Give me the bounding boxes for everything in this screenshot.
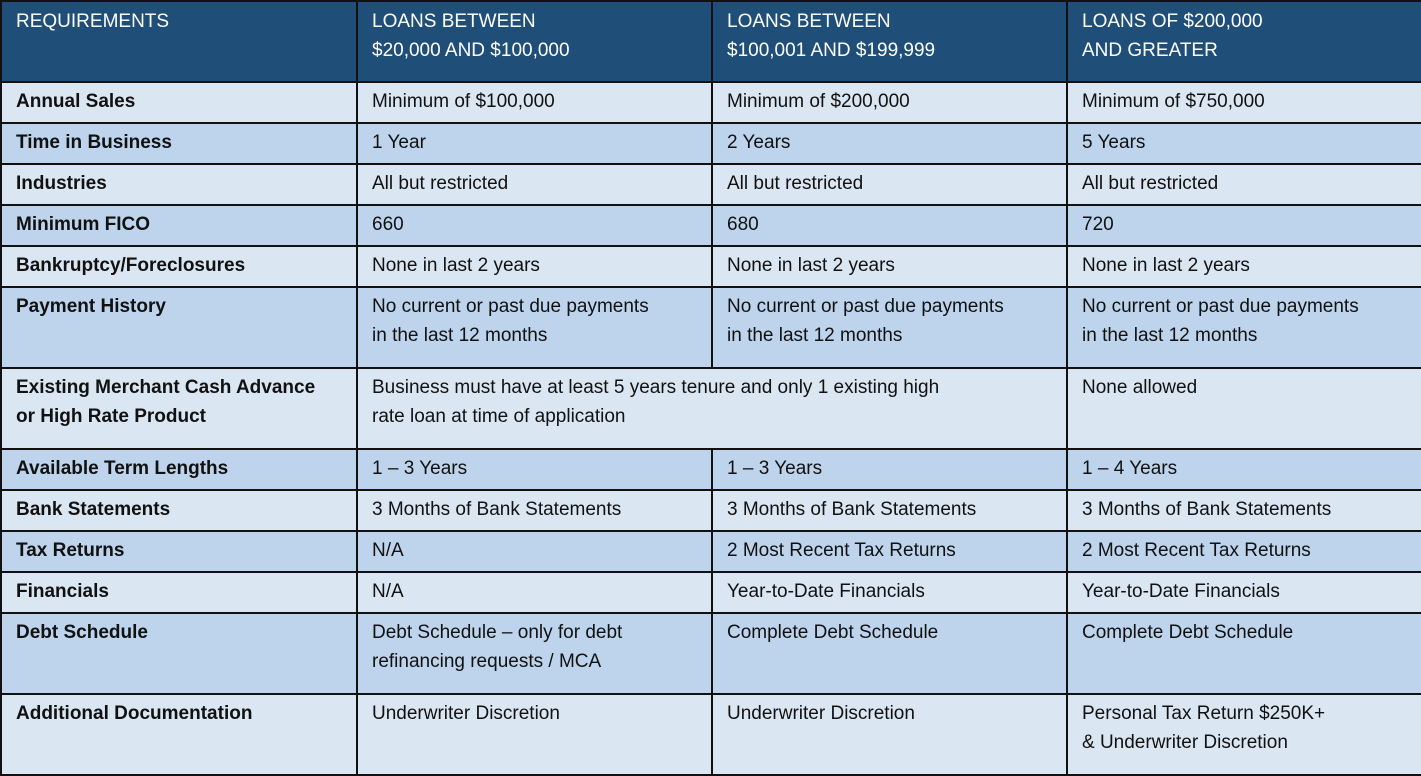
tier3-cell: No current or past due payments in the last 12 months [1067,287,1421,368]
tier3-cell: 1 – 4 Years [1067,449,1421,490]
row-term-lengths [1,449,1421,490]
requirements-header: REQUIREMENTS [1,1,357,82]
tier1-cell: No current or past due payments in the last 12 months [357,287,712,368]
tier2-cell: No current or past due payments in the last 12 months [712,287,1067,368]
tier1-header-line1: LOANS BETWEEN [372,11,536,32]
row-tax-returns [1,531,1421,572]
tier1-cell: Underwriter Discretion [357,694,712,775]
row-debt-schedule [1,613,1421,694]
tier2-cell: None in last 2 years [712,246,1067,287]
row-label: Available Term Lengths [1,449,357,490]
row-label: Annual Sales [1,82,357,123]
tier3-cell: 2 Most Recent Tax Returns [1067,531,1421,572]
tier3-cell: 5 Years [1067,123,1421,164]
tier1-cell: Debt Schedule – only for debt refinancing requests / MCA [357,613,712,694]
tier3-cell: Year-to-Date Financials [1067,572,1421,613]
row-label: Time in Business [1,123,357,164]
tier3-cell: All but restricted [1067,164,1421,205]
tier1-header-line2: $20,000 AND $100,000 [372,40,570,61]
tier1-cell: None in last 2 years [357,246,712,287]
tier2-header [712,1,1067,82]
tier1-cell: 660 [357,205,712,246]
row-time-in-business [1,123,1421,164]
tier3-cell: 720 [1067,205,1421,246]
tier1-cell: 3 Months of Bank Statements [357,490,712,531]
tier3-header [1067,1,1421,82]
row-minimum-fico [1,205,1421,246]
tier1-2-merged-cell: Business must have at least 5 years tenure and only 1 existing high rate loan at time of application [357,368,1067,449]
tier3-cell: Complete Debt Schedule [1067,613,1421,694]
tier2-cell: Minimum of $200,000 [712,82,1067,123]
tier3-cell: Minimum of $750,000 [1067,82,1421,123]
tier3-header-line2: AND GREATER [1082,40,1218,61]
tier2-cell: 2 Most Recent Tax Returns [712,531,1067,572]
tier2-header-line2: $100,001 AND $199,999 [727,40,936,61]
row-label: Industries [1,164,357,205]
row-merchant-cash-advance [1,368,1421,449]
tier1-cell: N/A [357,531,712,572]
row-label: Payment History [1,287,357,368]
tier1-cell: All but restricted [357,164,712,205]
row-label: Financials [1,572,357,613]
tier2-header-line1: LOANS BETWEEN [727,11,891,32]
tier1-cell: 1 Year [357,123,712,164]
row-bankruptcy [1,246,1421,287]
tier1-cell: 1 – 3 Years [357,449,712,490]
row-additional-documentation [1,694,1421,775]
header-row [1,1,1421,82]
tier2-cell: 680 [712,205,1067,246]
row-label: Additional Documentation [1,694,357,775]
tier3-cell: None allowed [1067,368,1421,449]
tier1-cell: N/A [357,572,712,613]
tier2-cell: 2 Years [712,123,1067,164]
row-industries [1,164,1421,205]
tier2-cell: Complete Debt Schedule [712,613,1067,694]
row-label: Bank Statements [1,490,357,531]
row-label: Bankruptcy/Foreclosures [1,246,357,287]
tier2-cell: 1 – 3 Years [712,449,1067,490]
tier3-header-line1: LOANS OF $200,000 [1082,11,1263,32]
row-label: Debt Schedule [1,613,357,694]
row-financials [1,572,1421,613]
tier1-cell: Minimum of $100,000 [357,82,712,123]
row-label: Existing Merchant Cash Advance or High Rate Product [1,368,357,449]
row-bank-statements [1,490,1421,531]
tier2-cell: Underwriter Discretion [712,694,1067,775]
tier3-cell: None in last 2 years [1067,246,1421,287]
tier2-cell: All but restricted [712,164,1067,205]
tier2-cell: Year-to-Date Financials [712,572,1067,613]
tier3-cell: Personal Tax Return $250K+ & Underwriter Discretion [1067,694,1421,775]
row-annual-sales [1,82,1421,123]
tier2-cell: 3 Months of Bank Statements [712,490,1067,531]
row-label: Tax Returns [1,531,357,572]
row-label: Minimum FICO [1,205,357,246]
tier3-cell: 3 Months of Bank Statements [1067,490,1421,531]
row-payment-history [1,287,1421,368]
tier1-header [357,1,712,82]
